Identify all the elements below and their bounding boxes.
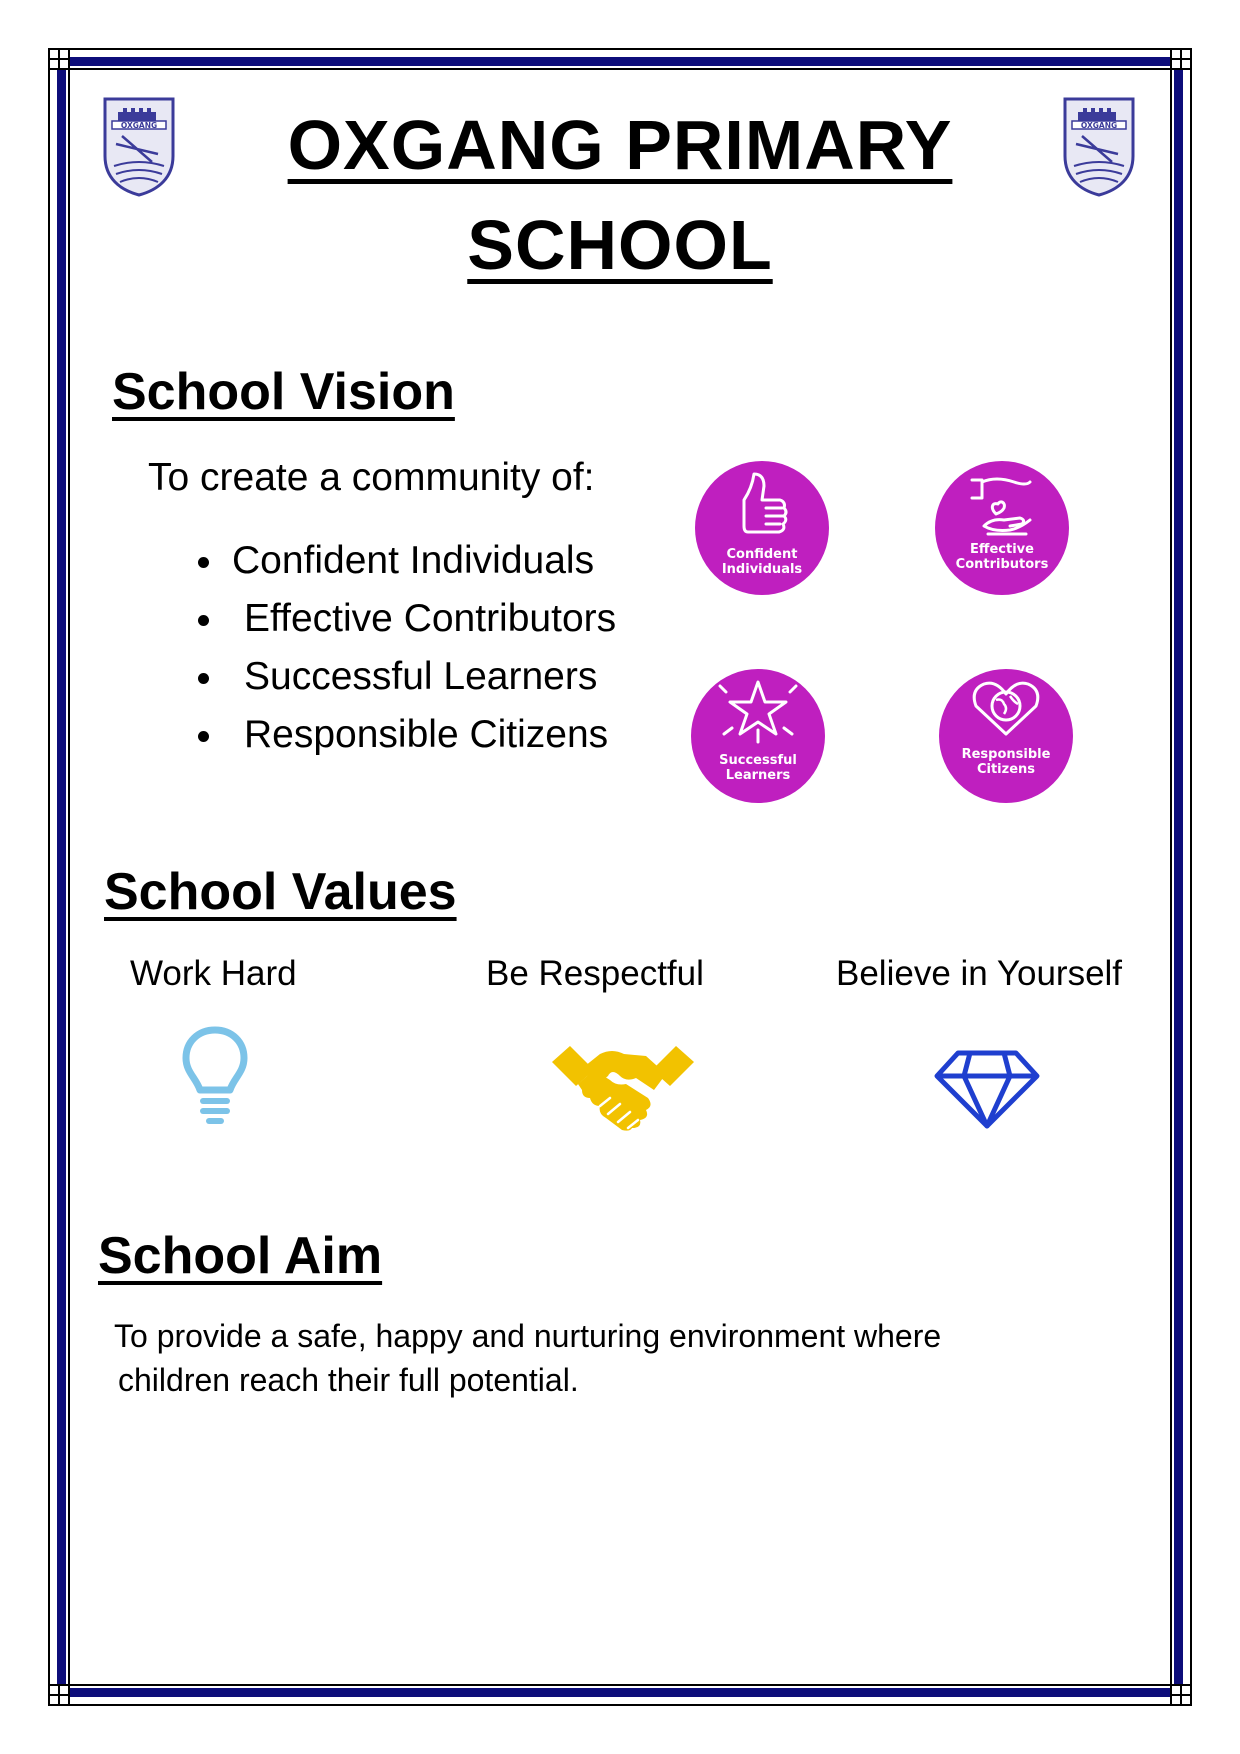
page-title	[180, 95, 1060, 295]
value-be-respectful: Be Respectful	[486, 954, 704, 993]
vision-heading: School Vision	[112, 363, 455, 421]
badge-label-line2: Citizens	[976, 762, 1036, 777]
border-corner	[48, 1684, 70, 1706]
page-title-text: OXGANG PRIMARY SCHOOL	[287, 106, 953, 284]
badge-label-line2: Learners	[725, 768, 791, 783]
badge-label-line1: Successful	[719, 753, 797, 768]
aim-text-line1: To provide a safe, happy and nurturing environment where	[114, 1318, 942, 1354]
border-corner	[1170, 48, 1192, 70]
diamond-icon	[932, 1048, 1042, 1130]
list-item: Successful Learners	[196, 648, 616, 706]
school-crest-left	[102, 96, 176, 198]
handshake-icon	[550, 1040, 696, 1132]
vision-list	[196, 532, 616, 764]
badge-responsible-citizens	[938, 668, 1074, 804]
value-believe-in-yourself: Believe in Yourself	[836, 954, 1123, 993]
values-heading: School Values	[104, 863, 457, 921]
badge-label-line2: Contributors	[955, 557, 1049, 572]
list-item: Responsible Citizens	[196, 706, 616, 764]
vision-intro: To create a community of:	[148, 456, 595, 499]
badge-confident-individuals	[694, 460, 830, 596]
aim-text	[114, 1314, 1014, 1402]
crest-text: OXGANG	[1080, 121, 1118, 130]
list-item: Effective Contributors	[196, 590, 616, 648]
aim-heading: School Aim	[98, 1227, 383, 1285]
border-corner	[1170, 1684, 1192, 1706]
crest-text: OXGANG	[120, 121, 158, 130]
value-work-hard: Work Hard	[130, 954, 297, 993]
school-crest-right	[1062, 96, 1136, 198]
list-item: Confident Individuals	[196, 532, 616, 590]
badge-label-line1: Responsible	[961, 747, 1051, 762]
lightbulb-icon	[180, 1024, 250, 1130]
border-corner	[48, 48, 70, 70]
badge-label-line2: Individuals	[721, 562, 803, 577]
badge-label-line1: Confident	[726, 547, 798, 562]
badge-label-line1: Effective	[970, 542, 1034, 557]
badge-successful-learners	[690, 668, 826, 804]
badge-effective-contributors	[934, 460, 1070, 596]
aim-text-line2: children reach their full potential.	[118, 1362, 579, 1398]
